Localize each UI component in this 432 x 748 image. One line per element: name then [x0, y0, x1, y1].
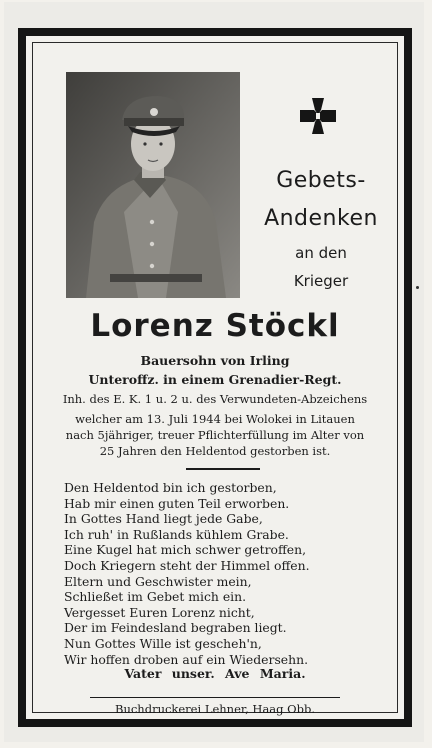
poem-line: Vergesset Euren Lorenz nicht,	[64, 604, 255, 620]
heading-andenken: Andenken	[264, 206, 378, 231]
poem-line: Schließet im Gebet mich ein.	[64, 589, 247, 605]
rank-line: Unteroffz. in einem Grenadier-Regt.	[88, 372, 342, 387]
poem-line: Hab mir einen guten Teil erworben.	[64, 495, 290, 511]
decorations-line: Inh. des E. K. 1 u. 2 u. des Verwundeten-Abzeichens	[62, 392, 368, 406]
poem-line: Eltern und Geschwister mein,	[64, 573, 252, 589]
poem-line: Eine Kugel hat mich schwer getroffen,	[64, 542, 307, 558]
portrait-image	[66, 72, 240, 298]
death-line-2: nach 5jähriger, treuer Pflichterfüllung im Alter von	[65, 428, 365, 442]
mourning-border	[18, 28, 412, 727]
death-line-1: welcher am 13. Juli 1944 bei Wolokei in Litauen	[75, 412, 355, 426]
iron-cross-icon	[298, 96, 338, 136]
heading-krieger: Krieger	[293, 272, 349, 290]
printer-rule	[90, 697, 340, 698]
poem-line: Doch Kriegern steht der Himmel offen.	[64, 557, 310, 573]
printer-imprint: Buchdruckerei Lehner, Haag Obb.	[115, 702, 315, 716]
memorial-card	[4, 2, 424, 742]
poem-line: Ich ruh' in Rußlands kühlem Grabe.	[64, 526, 289, 542]
heading-gebets: Gebets-	[276, 168, 366, 193]
poem-line: In Gottes Hand liegt jede Gabe,	[64, 511, 263, 527]
divider	[186, 468, 260, 470]
soldier-portrait	[66, 72, 240, 298]
poem-line: Wir hoffen droben auf ein Wiedersehn.	[64, 651, 309, 667]
prayer-line: Vater unser. Ave Maria.	[124, 666, 306, 681]
poem-line: Der im Feindesland begraben liegt.	[64, 620, 287, 636]
pin-hole	[416, 286, 419, 289]
death-line-3: 25 Jahren den Heldentod gestorben ist.	[99, 444, 331, 458]
heading-an-den: an den	[295, 244, 347, 262]
deceased-name: Lorenz Stöckl	[90, 308, 340, 344]
poem	[64, 480, 394, 667]
origin-line: Bauersohn von Irling	[140, 353, 290, 368]
poem-line: Den Heldentod bin ich gestorben,	[64, 480, 277, 495]
poem-line: Nun Gottes Wille ist gescheh'n,	[64, 635, 262, 651]
